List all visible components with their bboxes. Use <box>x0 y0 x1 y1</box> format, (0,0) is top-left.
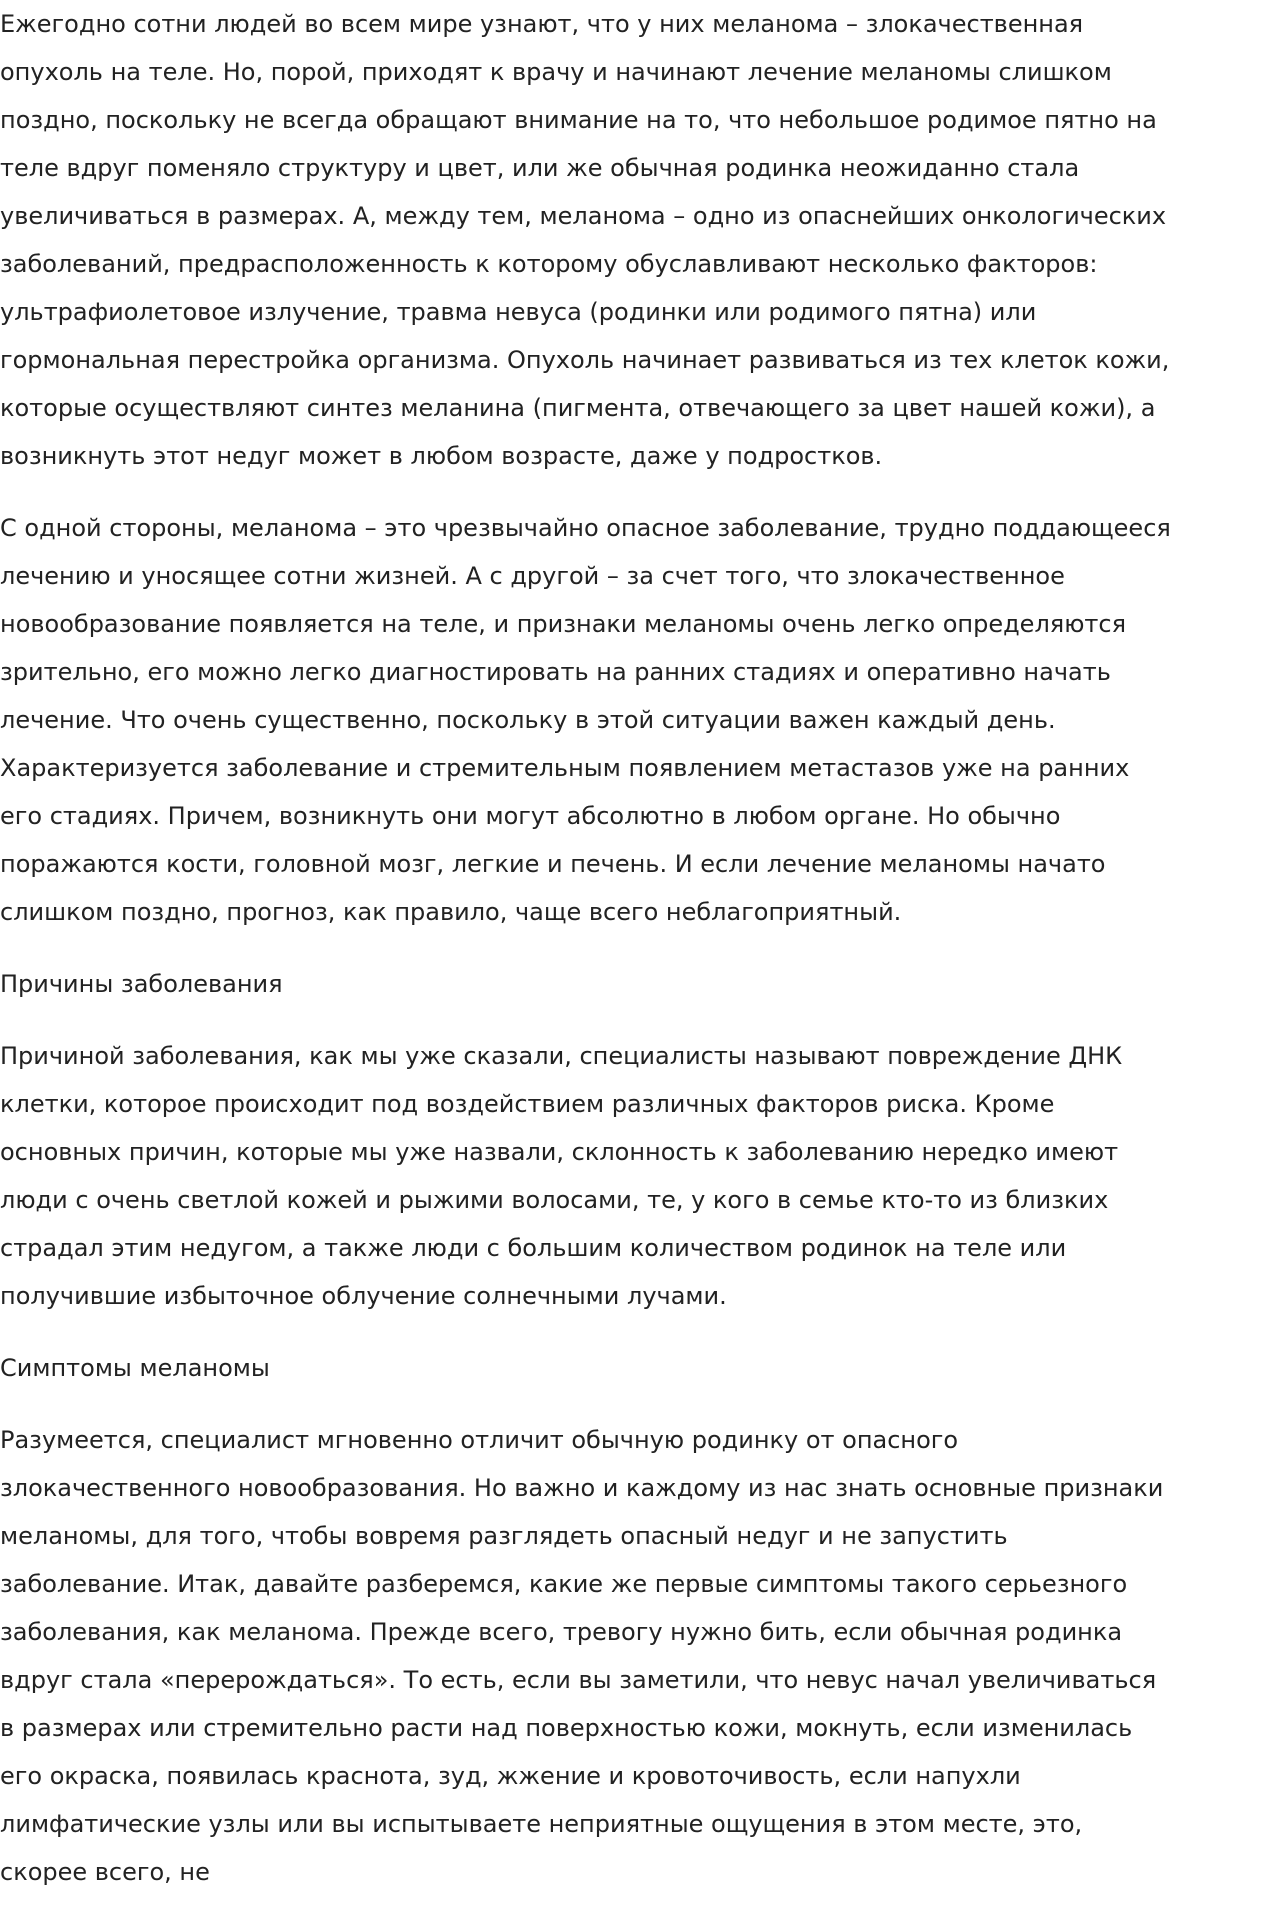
text-line: его окраска, появилась краснота, зуд, жжение и кровоточивость, если напухли <box>0 1762 1021 1790</box>
text-line: в размерах или стремительно расти над поверхностью кожи, мокнуть, если изменилась <box>0 1714 1133 1742</box>
text-line: Разумеется, специалист мгновенно отличит обычную родинку от опасного <box>0 1426 959 1454</box>
text-line: новообразование появляется на теле, и признаки меланомы очень легко определяются <box>0 610 1127 638</box>
text-line: возникнуть этот недуг может в любом возрасте, даже у подростков. <box>0 442 883 470</box>
text-line: страдал этим недугом, а также люди с большим количеством родинок на теле или <box>0 1234 1067 1262</box>
text-line: которые осуществляют синтез меланина (пигмента, отвечающего за цвет нашей кожи), а <box>0 394 1156 422</box>
text-line: поражаются кости, головной мозг, легкие и печень. И если лечение меланомы начато <box>0 850 1106 878</box>
text-line: увеличиваться в размерах. А, между тем, меланома – одно из опаснейших онкологических <box>0 202 1167 230</box>
text-line: заболевание. Итак, давайте разберемся, какие же первые симптомы такого серьезного <box>0 1570 1128 1598</box>
section-heading-symptoms <box>0 1344 1270 1392</box>
section-heading-causes <box>0 960 1270 1008</box>
text-line: получившие избыточное облучение солнечными лучами. <box>0 1282 727 1310</box>
text-line: слишком поздно, прогноз, как правило, чаще всего неблагоприятный. <box>0 898 902 926</box>
paragraph-symptoms <box>0 1416 1270 1896</box>
text-line: С одной стороны, меланома – это чрезвычайно опасное заболевание, трудно поддающееся <box>0 514 1171 542</box>
text-line: лимфатические узлы или вы испытываете неприятные ощущения в этом месте, это, <box>0 1810 1083 1838</box>
text-line: злокачественного новообразования. Но важно и каждому из нас знать основные признаки <box>0 1474 1164 1502</box>
text-line: вдруг стала «перерождаться». То есть, если вы заметили, что невус начал увеличиваться <box>0 1666 1157 1694</box>
paragraph-causes <box>0 1032 1270 1320</box>
text-line: гормональная перестройка организма. Опухоль начинает развиваться из тех клеток кожи, <box>0 346 1170 374</box>
text-line: Ежегодно сотни людей во всем мире узнают, что у них меланома – злокачественная <box>0 10 1084 38</box>
text-line: основных причин, которые мы уже назвали, склонность к заболеванию нередко имеют <box>0 1138 1119 1166</box>
heading-text: Симптомы меланомы <box>0 1354 270 1382</box>
text-line: лечению и уносящее сотни жизней. А с другой – за счет того, что злокачественное <box>0 562 1065 590</box>
text-line: лечение. Что очень существенно, поскольку в этой ситуации важен каждый день. <box>0 706 1056 734</box>
text-line: заболевания, как меланома. Прежде всего, тревогу нужно бить, если обычная родинка <box>0 1618 1123 1646</box>
text-line: теле вдруг поменяло структуру и цвет, или же обычная родинка неожиданно стала <box>0 154 1080 182</box>
text-line: зрительно, его можно легко диагностировать на ранних стадиях и оперативно начать <box>0 658 1111 686</box>
text-line: люди с очень светлой кожей и рыжими волосами, те, у кого в семье кто-то из близких <box>0 1186 1109 1214</box>
text-line: его стадиях. Причем, возникнуть они могут абсолютно в любом органе. Но обычно <box>0 802 1061 830</box>
text-line: клетки, которое происходит под воздействием различных факторов риска. Кроме <box>0 1090 1055 1118</box>
text-line: Характеризуется заболевание и стремительным появлением метастазов уже на ранних <box>0 754 1130 782</box>
text-line: заболеваний, предрасположенность к которому обуславливают несколько факторов: <box>0 250 1098 278</box>
text-line: меланомы, для того, чтобы вовремя разглядеть опасный недуг и не запустить <box>0 1522 1008 1550</box>
text-line: Причиной заболевания, как мы уже сказали, специалисты называют повреждение ДНК <box>0 1042 1123 1070</box>
paragraph-intro <box>0 0 1270 480</box>
heading-text: Причины заболевания <box>0 970 283 998</box>
text-line: поздно, поскольку не всегда обращают внимание на то, что небольшое родимое пятно на <box>0 106 1157 134</box>
text-line: опухоль на теле. Но, порой, приходят к врачу и начинают лечение меланомы слишком <box>0 58 1112 86</box>
paragraph-danger <box>0 504 1270 936</box>
text-line: скорее всего, не <box>0 1858 210 1886</box>
text-line: ультрафиолетовое излучение, травма невуса (родинки или родимого пятна) или <box>0 298 1037 326</box>
